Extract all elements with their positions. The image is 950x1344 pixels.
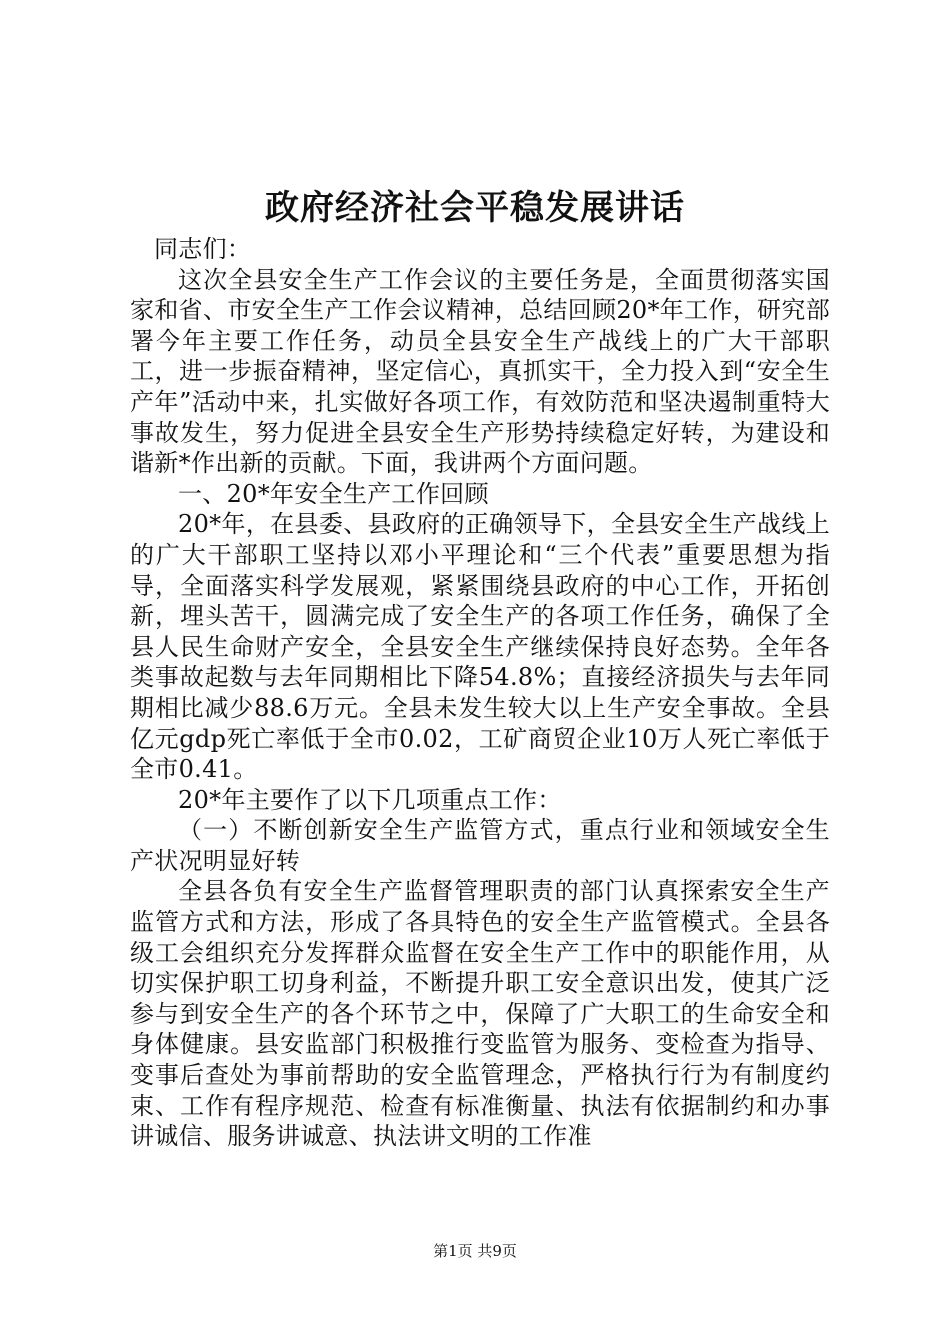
page-indicator: 第1页 共9页: [433, 1242, 517, 1260]
document-title: 政府经济社会平稳发展讲话: [265, 188, 685, 228]
subsection-heading-1: （一）不断创新安全生产监管方式，重点行业和领域安全生产状况明显好转: [130, 816, 830, 875]
section-heading-review: 一、20*年安全生产工作回顾: [178, 479, 489, 508]
paragraph-intro: 这次全县安全生产工作会议的主要任务是，全面贯彻落实国家和省、市安全生产工作会议精神，总结回顾20*年工作，研究部署今年主要工作任务，动员全县安全生产战线上的广大干部职工，进一步振奋精神，坚定信心，真抓实干，全力投入到“安全生产年”活动中来，扎实做好各项工作，有效防范和坚决遏制重特大事故发生，努力促进全县安全生产形势持续稳定好转，为建设和谐新*作出新的贡献。下面，我讲两个方面问题。: [130, 265, 830, 478]
paragraph-supervision: 全县各负有安全生产监督管理职责的部门认真探索安全生产监管方式和方法，形成了各具特色的安全生产监管模式。全县各级工会组织充分发挥群众监督在安全生产工作中的职能作用，从切实保护职工切身利益，不断提升职工安全意识出发，使其广泛参与到安全生产的各个环节之中，保障了广大职工的生命安全和身体健康。县安监部门积极推行变监管为服务、变检查为指导、变事后查处为事前帮助的安全监管理念，严格执行行为有制度约束、工作有程序规范、检查有标准衡量、执法有依据制约和办事讲诚信、服务讲诚意、执法讲文明的工作准: [130, 877, 830, 1151]
salutation: 同志们：: [154, 235, 252, 263]
document-body: [130, 234, 830, 1152]
paragraph-review-summary: 20*年，在县委、县政府的正确领导下，全县安全生产战线上的广大干部职工坚持以邓小平理论和“三个代表”重要思想为指导，全面落实科学发展观，紧紧围绕县政府的中心工作，开拓创新，埋头苦干，圆满完成了安全生产的各项工作任务，确保了全县人民生命财产安全，全县安全生产继续保持良好态势。全年各类事故起数与去年同期相比下降54.8%；直接经济损失与去年同期相比减少88.6万元。全县未发生较大以上生产安全事故。全县亿元gdp死亡率低于全市0.02，工矿商贸企业10万人死亡率低于全市0.41。: [130, 510, 830, 784]
paragraph-key-work-intro: 20*年主要作了以下几项重点工作：: [178, 785, 562, 814]
